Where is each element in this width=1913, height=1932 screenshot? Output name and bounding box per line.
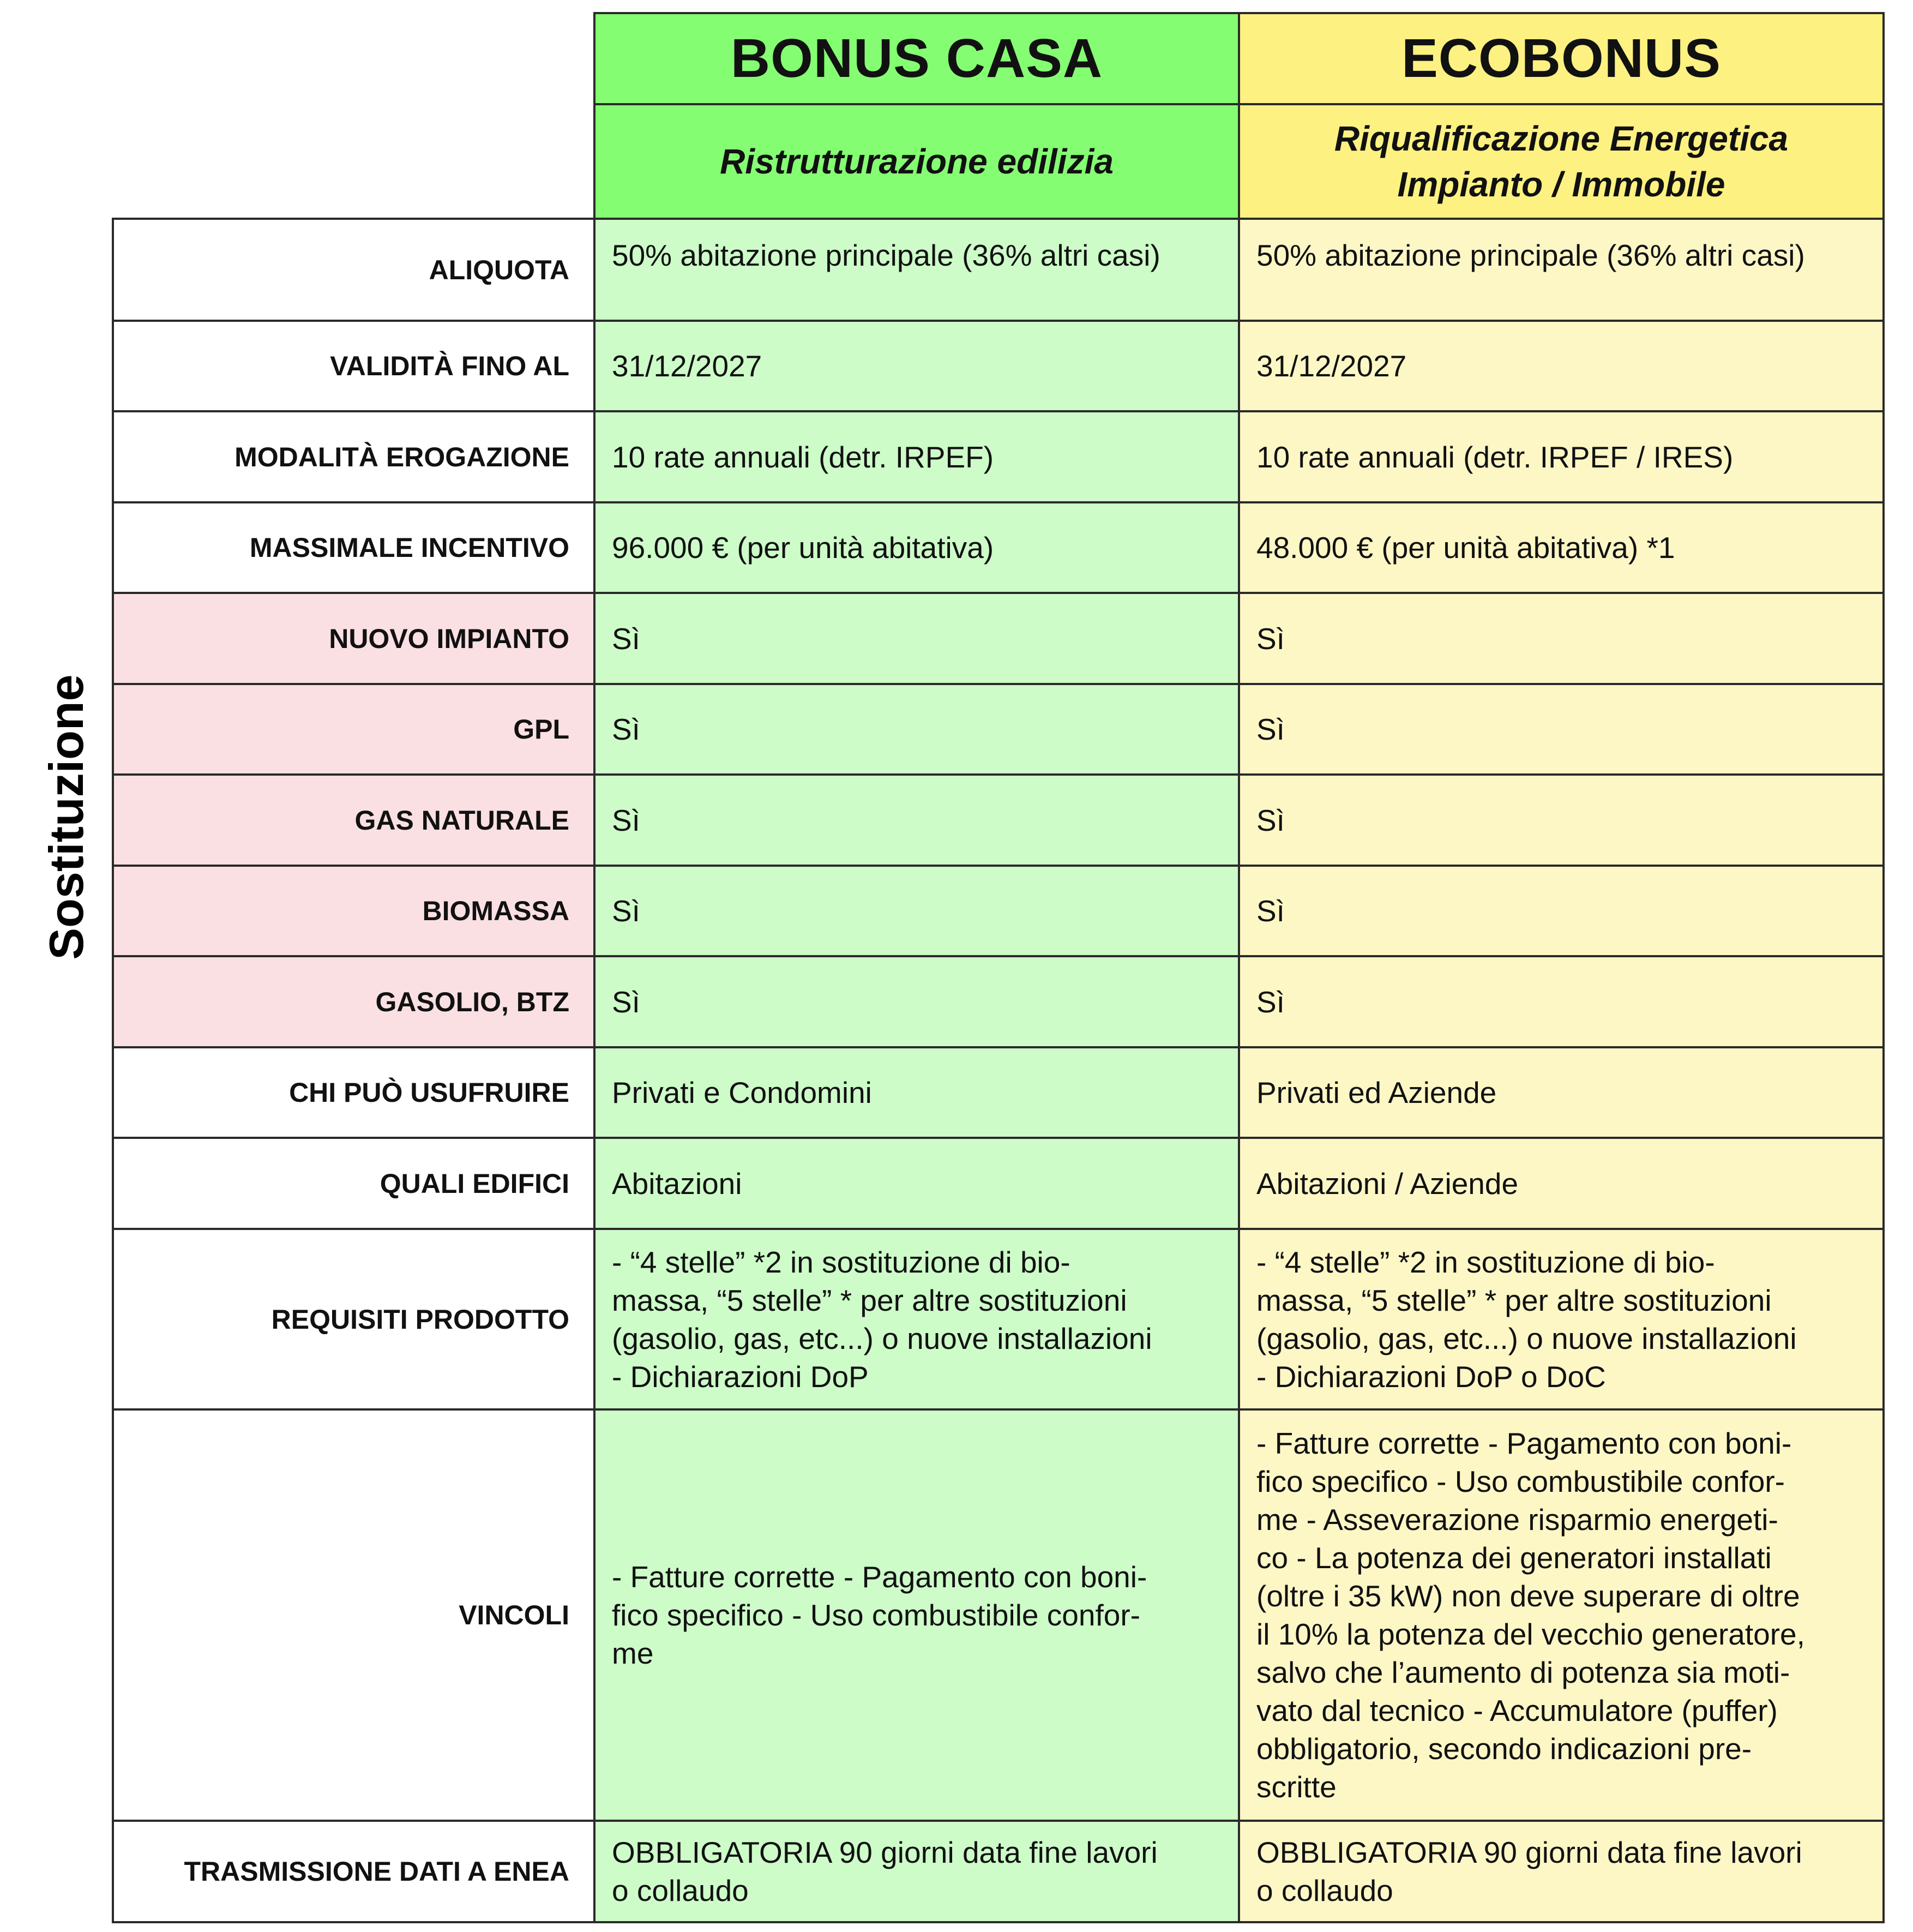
ecobonus-validita: 31/12/2027 <box>1238 320 1885 412</box>
row-label-trasmissione-enea: TRASMISSIONE DATI A ENEA <box>112 1820 595 1923</box>
bonus-casa-vincoli: - Fatture corrette - Pagamento con boni- fico specifico - Uso combustibile confor- me <box>593 1408 1240 1822</box>
ecobonus-trasmissione-enea: OBBLIGATORIA 90 giorni data fine lavori o collaudo <box>1238 1820 1885 1923</box>
row-label-gasolio-btz: GASOLIO, BTZ <box>112 955 595 1048</box>
row-label-massimale: MASSIMALE INCENTIVO <box>112 501 595 594</box>
row-label-aliquota: ALIQUOTA <box>112 218 595 322</box>
row-label-vincoli: VINCOLI <box>112 1408 595 1822</box>
ecobonus-quali-edifici: Abitazioni / Aziende <box>1238 1137 1885 1230</box>
ecobonus-chi-puo-usufruire: Privati ed Aziende <box>1238 1046 1885 1139</box>
bonus-casa-gas-naturale: Sì <box>593 773 1240 867</box>
ecobonus-aliquota: 50% abitazione principale (36% altri casi) <box>1238 218 1885 322</box>
ecobonus-title: ECOBONUS <box>1238 12 1885 105</box>
row-label-biomassa: BIOMASSA <box>112 865 595 957</box>
row-label-requisiti-prodotto: REQUISITI PRODOTTO <box>112 1228 595 1411</box>
ecobonus-gpl: Sì <box>1238 683 1885 776</box>
ecobonus-vincoli: - Fatture corrette - Pagamento con boni- fico specifico - Uso combustibile confor- me - Asseverazione risparmio energeti- co - La potenza dei generatori installati (oltre i 35 kW) non deve superare di oltre il 10% la potenza del vecchio generatore, salvo che l’aumento di potenza sia moti- vato dal tecnico - Accumulatore (puffer) obbligatorio, secondo indicazioni pre- scritte <box>1238 1408 1885 1822</box>
row-label-chi-puo-usufruire: CHI PUÒ USUFRUIRE <box>112 1046 595 1139</box>
row-label-modalita: MODALITÀ EROGAZIONE <box>112 410 595 503</box>
ecobonus-massimale: 48.000 € (per unità abitativa) *1 <box>1238 501 1885 594</box>
bonus-casa-chi-puo-usufruire: Privati e Condomini <box>593 1046 1240 1139</box>
row-label-quali-edifici: QUALI EDIFICI <box>112 1137 595 1230</box>
ecobonus-biomassa: Sì <box>1238 865 1885 957</box>
bonus-casa-title: BONUS CASA <box>593 12 1240 105</box>
ecobonus-gas-naturale: Sì <box>1238 773 1885 867</box>
bonus-casa-nuovo-impianto: Sì <box>593 592 1240 685</box>
bonus-casa-validita: 31/12/2027 <box>593 320 1240 412</box>
sostituzione-side-label: Sostituzione <box>39 674 93 960</box>
bonus-casa-trasmissione-enea: OBBLIGATORIA 90 giorni data fine lavori o collaudo <box>593 1820 1240 1923</box>
bonus-casa-modalita: 10 rate annuali (detr. IRPEF) <box>593 410 1240 503</box>
ecobonus-gasolio-btz: Sì <box>1238 955 1885 1048</box>
bonus-casa-quali-edifici: Abitazioni <box>593 1137 1240 1230</box>
bonus-casa-subtitle: Ristrutturazione edilizia <box>593 103 1240 220</box>
ecobonus-modalita: 10 rate annuali (detr. IRPEF / IRES) <box>1238 410 1885 503</box>
bonus-casa-massimale: 96.000 € (per unità abitativa) <box>593 501 1240 594</box>
bonus-casa-gasolio-btz: Sì <box>593 955 1240 1048</box>
bonus-casa-gpl: Sì <box>593 683 1240 776</box>
row-label-validita: VALIDITÀ FINO AL <box>112 320 595 412</box>
row-label-gpl: GPL <box>112 683 595 776</box>
bonus-casa-biomassa: Sì <box>593 865 1240 957</box>
ecobonus-nuovo-impianto: Sì <box>1238 592 1885 685</box>
bonus-casa-aliquota: 50% abitazione principale (36% altri casi) <box>593 218 1240 322</box>
row-label-gas-naturale: GAS NATURALE <box>112 773 595 867</box>
row-label-nuovo-impianto: NUOVO IMPIANTO <box>112 592 595 685</box>
bonus-casa-requisiti-prodotto: - “4 stelle” *2 in sostituzione di bio- massa, “5 stelle” * per altre sostituzioni (gasolio, gas, etc...) o nuove installazioni - Dichiarazioni DoP <box>593 1228 1240 1411</box>
ecobonus-subtitle: Riqualificazione Energetica Impianto / Immobile <box>1238 103 1885 220</box>
ecobonus-requisiti-prodotto: - “4 stelle” *2 in sostituzione di bio- massa, “5 stelle” * per altre sostituzioni (gasolio, gas, etc...) o nuove installazioni - Dichiarazioni DoP o DoC <box>1238 1228 1885 1411</box>
